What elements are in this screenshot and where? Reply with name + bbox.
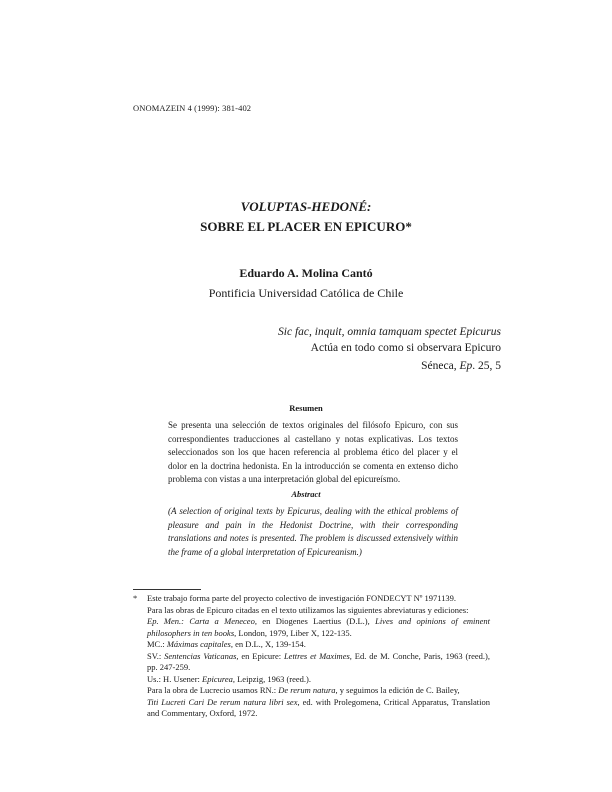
footnote-ref-sv: SV.: Sentencias Vaticanas, en Epicure: Lettres et Maximes, Ed. de M. Conche, Paris, 1963 (reed.), pp. 247-259. <box>147 650 490 672</box>
epigraph-spanish: Actúa en todo como si observara Epicuro <box>310 342 501 354</box>
journal-header: ONOMAZEIN 4 (1999): 381-402 <box>133 103 252 113</box>
epigraph-latin: Sic fac, inquit, omnia tamquam spectet Epicurus <box>278 326 501 338</box>
footnote-ref-us: Us.: H. Usener: Epicurea, Leipzig, 1963 (reed.). <box>147 673 311 684</box>
footnote-ref-bailey: Titi Lucreti Cari De rerum natura libri sex, ed. with Prolegomena, Critical Apparatus, Translation and Commentary, Oxford, 1972. <box>147 696 490 718</box>
resumen-heading: Resumen <box>289 403 323 413</box>
footnote-line-project: Este trabajo forma parte del proyecto colectivo de investigación FONDECYT Nº 1971139. <box>147 593 457 603</box>
footnote-ref-ep: Ep. Men.: Carta a Meneceo, en Diogenes Laertius (D.L.), Lives and opinions of eminent philosophers in ten books, London, 1979, Liber X, 122-135. <box>147 616 491 638</box>
article-title-line1: VOLUPTAS-HEDONÉ: <box>240 199 372 214</box>
author-affiliation: Pontificia Universidad Católica de Chile <box>208 286 404 300</box>
footnote <box>133 593 490 720</box>
author-name: Eduardo A. Molina Cantó <box>239 266 373 280</box>
footnote-mark: * <box>133 593 138 603</box>
epigraph-source: Séneca, Ep. 25, 5 <box>421 360 501 372</box>
footnote-ref-mc: MC.: Máximas capitales, en D.L., X, 139-154. <box>147 639 306 649</box>
footnote-ref-lucretius: Para la obra de Lucrecio usamos RN.: De rerum natura, y seguimos la edición de C. Bailey, <box>147 685 460 695</box>
footnote-rule <box>133 589 201 590</box>
abstract-text: (A selection of original texts by Epicurus, dealing with the ethical problems of pleasure and pain in the Hedonist Doctrine, with their corresponding translations and notes is presented. The problem is discussed extensively within the frame of a global interpretation of Epicureanism.) <box>168 506 458 557</box>
abstract-heading: Abstract <box>291 489 321 499</box>
resumen-text: Se presenta una selección de textos originales del filósofo Epicuro, con sus correspondientes traducciones al castellano y notas explicativas. Los textos seleccionados son los que hacen referencia al problema ético del placer y el dolor en la doctrina hedonista. En la introducción se comenta en extenso dicho problema con vistas a una interpretación global del epicureísmo. <box>168 420 458 485</box>
footnote-line-abbrev: Para las obras de Epicuro citadas en el texto utilizamos las siguientes abreviaturas y ediciones: <box>147 604 469 615</box>
article-title-line2: SOBRE EL PLACER EN EPICURO* <box>200 219 412 234</box>
